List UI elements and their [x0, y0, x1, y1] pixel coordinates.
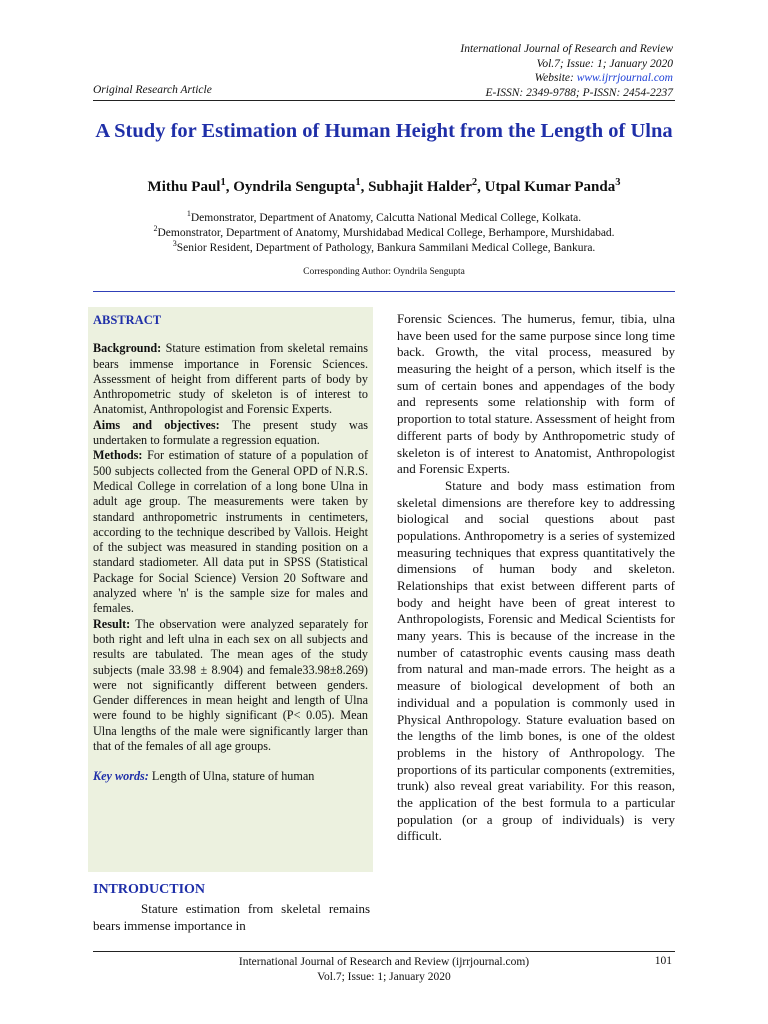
author-name: Subhajit Halder	[368, 179, 472, 195]
right-column	[397, 311, 675, 845]
author-sup: 1	[220, 177, 226, 188]
affiliation	[93, 211, 675, 226]
methods-label: Methods:	[93, 448, 143, 463]
paper-title: A Study for Estimation of Human Height from the Length of Ulna	[95, 120, 673, 142]
abstract-aims	[93, 418, 368, 449]
journal-website	[460, 71, 673, 86]
author-name: Oyndrila Sengupta	[233, 179, 356, 195]
footer-divider	[93, 951, 675, 952]
introduction-heading: INTRODUCTION	[93, 882, 206, 897]
keywords-text: Length of Ulna, stature of human	[151, 769, 315, 784]
journal-issn: E-ISSN: 2349-9788; P-ISSN: 2454-2237	[485, 86, 673, 99]
affiliation-text: Demonstrator, Department of Anatomy, Murshidabad Medical College, Berhampore, Murshidabad.	[157, 227, 615, 239]
footer-volume: Vol.7; Issue: 1; January 2020	[317, 970, 451, 983]
background-label: Background:	[93, 341, 162, 356]
header-divider	[93, 100, 675, 101]
affiliation-sup: 2	[153, 224, 158, 234]
introduction-paragraph: Forensic Sciences. The humerus, femur, tibia, ulna have been used for the same purpose since long time back. Growth, the vital process, measured by measuring the height of a person, which itself is the sum of certain bones and appendages of the body and represents some relationship with form of proportion to total stature. Assessment of height from different parts of body by Anthropometric study of skeleton is of interest to Anatomist, Anthropologist and Forensic Experts.	[397, 311, 676, 477]
keywords-label: Key words:	[93, 769, 149, 784]
affiliation	[93, 226, 675, 241]
author-sup: 2	[471, 177, 478, 188]
aims-text: The present study was undertaken to formulate a regression equation.	[93, 417, 369, 448]
background-text: Stature estimation from skeletal remains bears immense importance in Forensic Sciences. Assessment of height from different parts of body by Anthropometric study of skeleton is of interest to Anatomist, Anthropologist and Forensic Experts.	[93, 341, 368, 417]
author-sup: 3	[615, 177, 621, 188]
abstract-content	[93, 313, 368, 785]
affiliation-sup: 3	[172, 239, 177, 249]
abstract-box	[88, 307, 373, 872]
title-divider	[93, 291, 675, 292]
introduction-col1-text: Stature estimation from skeletal remains bears immense importance in	[93, 901, 370, 933]
affiliation	[93, 241, 675, 256]
author-sup: 1	[355, 177, 361, 188]
article-type: Original Research Article	[93, 84, 212, 96]
result-text: The observation were analyzed separately for both right and left ulna in each sex on all subjects and results are tabulated. The mean ages of the study subjects (male 33.98 ± 8.904) and female33.98±8.269) were not significantly different between genders. Gender differences in mean height and length of Ulna were found to be highly significant (P< 0.05). Mean Ulna lengths of the male were significantly larger than that of the females of all age groups.	[93, 616, 369, 754]
aims-label: Aims and objectives:	[93, 417, 220, 432]
affiliation-text: Senior Resident, Department of Pathology, Bankura Sammilani Medical College, Bankura.	[176, 242, 596, 254]
abstract-methods	[93, 448, 368, 616]
journal-header	[460, 42, 673, 100]
footer	[93, 955, 675, 984]
abstract-heading: ABSTRACT	[93, 313, 162, 327]
footer-journal: International Journal of Research and Review (ijrrjournal.com)	[238, 956, 530, 968]
page-number: 101	[654, 955, 672, 967]
introduction-paragraph: Stature and body mass estimation from skeletal dimensions are therefore key to addressing biological and social questions about past populations. Anthropometry is a series of systemized measuring techniques that express quantitatively the dimensions of human body and skeleton. Relationships that exist between different parts of body and height have been of great interest to Anthropologists, Forensic and Medical Scientists for many years. This is because of the increase in the number of catastrophic events causing mass death from natural and man-made errors. The height as a measure of biological development of both an individual and a population is commonly used in Physical Anthropology. Stature evaluation based on the lengths of the limb bones, is one of the oldest problems in the history of Anthropology. The proportions of its particular components (extremities, trunk) also reveal great variability. For this reason, the application of the best formula to a particular population (or a group of individuals) is very difficult.	[397, 477, 675, 844]
website-label: Website:	[534, 72, 574, 84]
abstract-background	[93, 341, 368, 417]
author-list: Mithu Paul$^1$, Oyndrila Sengupta$^1$, Subhajit Halder$^2$, Utpal Kumar Panda$^3$	[147, 177, 621, 195]
author-name: Utpal Kumar Panda	[484, 179, 616, 195]
journal-volume: Vol.7; Issue: 1; January 2020	[536, 57, 673, 70]
affiliation-sup: 1	[186, 209, 191, 219]
corresponding-author: Corresponding Author: Oyndrila Sengupta	[303, 267, 465, 277]
methods-text: For estimation of stature of a population of 500 subjects collected from the General OPD of N.R.S. Medical College in correlation of a long bone Ulna in adult age group. The measurements were taken by standard anthropometric instruments in centimeters, according to the technique described by Vallois. Height of the subject was measured in standing position on a standard stadiometer. All data put in SPSS (Statistical Package for Social Science) Version 20 Software and analyzed where 'n' is the sample size for males and females.	[93, 448, 368, 616]
abstract-keywords	[93, 769, 368, 784]
journal-name: International Journal of Research and Review	[460, 43, 673, 55]
author-name: Mithu Paul	[147, 179, 221, 195]
result-label: Result:	[93, 616, 131, 631]
affiliations	[93, 211, 675, 256]
affiliation-text: Demonstrator, Department of Anatomy, Calcutta National Medical College, Kolkata.	[190, 212, 582, 224]
abstract-result	[93, 617, 368, 755]
website-link[interactable]: www.ijrrjournal.com	[576, 72, 673, 84]
